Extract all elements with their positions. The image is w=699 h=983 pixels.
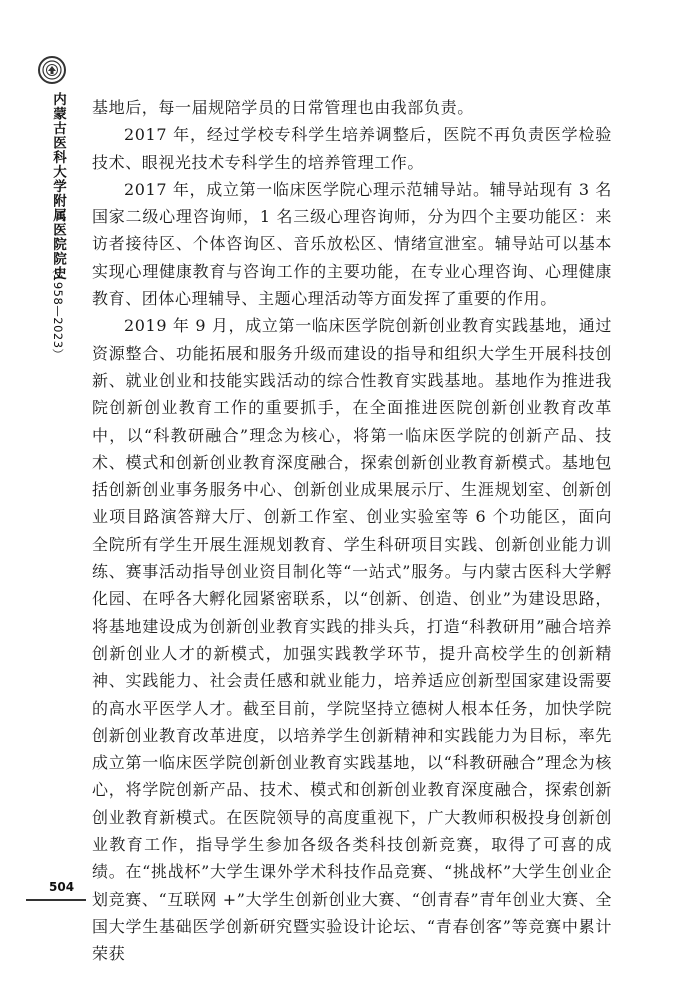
paragraph-2019-innovation: 2019 年 9 月，成立第一临床医学院创新创业教育实践基地，通过资源整合、功能拓展和服务升级而建设的指导和组织大学生开展科技创新、就业创业和技能实践活动的综合性教育实践基地。基地作为推进我院创新创业教育工作的重要抓手，在全面推进医院创新创业教育改革中，以“科教研融合”理念为核心，将第一临床医学院的创新产品、技术、模式和创新创业教育深度融合，探索创新创业教育新模式。基地包括创新创业事务服务中心、创新创业成果展示厅、生涯规划室、创新创业项目路演答辩大厅、创新工作室、创业实验室等 6 个功能区，面向全院所有学生开展生涯规划教育、学生科研项目实践、创新创业能力训练、赛事活动指导创业资目制化等“一站式”服务。与内蒙古医科大学孵化园、在呼各大孵化园紧密联系，以“创新、创造、创业”为建设思路，将基地建设成为创新创业教育实践的排头兵，打造“科教研用”融合培养创新创业人才的新模式，加强实践教学环节，提升高校学生的创新精神、实践能力、社会责任感和就业能力，培养适应创新型国家建设需要的高水平医学人才。截至目前，学院坚持立德树人根本任务，加快学院创新创业教育改革进度，以培养学生创新精神和实践能力为目标，率先成立第一临床医学院创新创业教育实践基地，以“科教研融合”理念为核心，将学院创新产品、技术、模式和创新创业教育深度融合，探索创新创业教育新模式。在医院领导的高度重视下，广大教师积极投身创新创业教育工作，指导学生参加各级各类科技创新竞赛，取得了可喜的成绩。在“挑战杯”大学生课外学术科技作品竞赛、“挑战杯”大学生创业企划竞赛、“互联网 +”大学生创新创业大赛、“创青春”青年创业大赛、全国大学生基础医学创新研究暨实验设计论坛、“青春创客”等竞赛中累计荣获 [92, 316, 612, 964]
body-text [92, 94, 612, 968]
university-emblem-icon [38, 56, 66, 84]
book-years-vertical: （1958—2023） [51, 262, 65, 361]
paragraph-2017-counseling: 2017 年，成立第一临床医学院心理示范辅导站。辅导站现有 3 名国家二级心理咨询师，1 名三级心理咨询师，分为四个主要功能区：来访者接待区、个体咨询区、音乐放松区、情绪宣泄室。辅导站可以基本实现心理健康教育与咨询工作的主要功能，在专业心理咨询、心理健康教育、团体心理辅导、主题心理活动等方面发挥了重要的作用。 [92, 179, 612, 309]
emblem-graphic [41, 59, 63, 81]
page-number: 504 [49, 880, 75, 894]
book-title-vertical: 内蒙古医科大学附属医院院史 [50, 92, 66, 281]
paragraph-continuation: 基地后，每一届规陪学员的日常管理也由我部负责。 [92, 98, 474, 117]
paragraph-2017-training: 2017 年，经过学校专科学生培养调整后，医院不再负责医学检验技术、眼视光技术专科学生的培养管理工作。 [92, 125, 612, 172]
footer-divider [26, 899, 86, 901]
